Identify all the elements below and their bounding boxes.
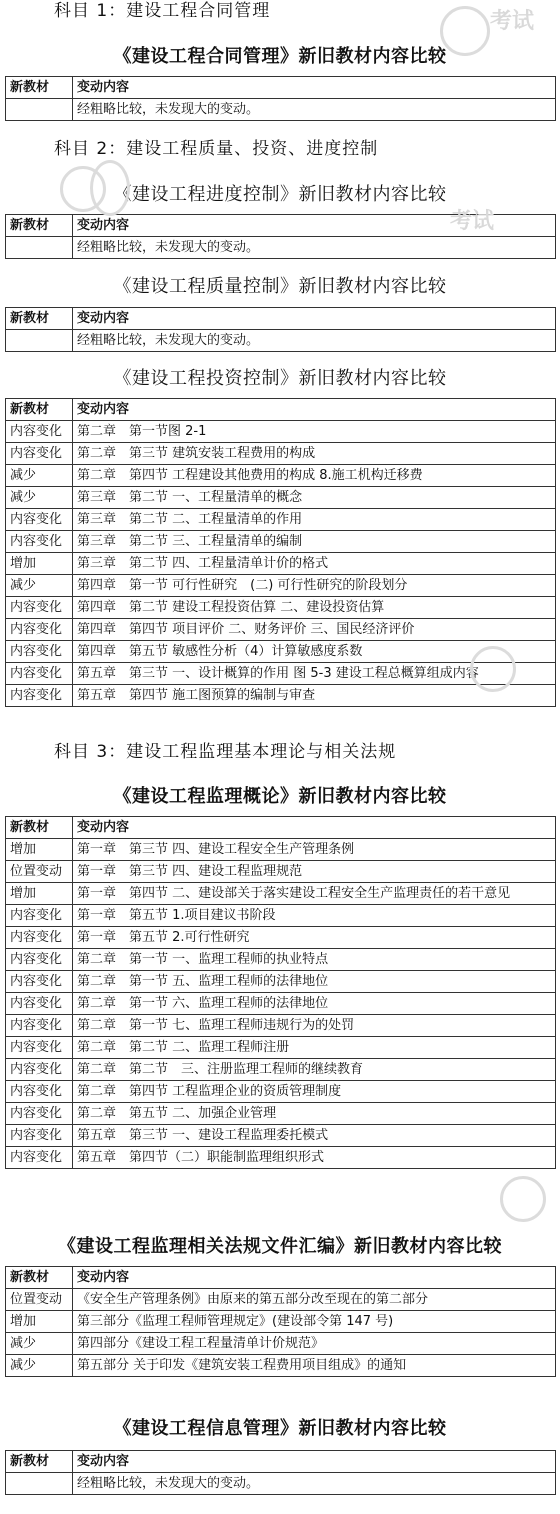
table-cell-type: 内容变化 (6, 1125, 73, 1147)
table-cell-content: 第二章 第四节 工程监理企业的资质管理制度 (73, 1081, 556, 1103)
table-row (6, 330, 556, 352)
table-row (6, 1147, 556, 1169)
table-row (6, 465, 556, 487)
table-row (6, 487, 556, 509)
regulations-table-title: 《建设工程监理相关法规文件汇编》新旧教材内容比较 (58, 1236, 502, 1257)
watermark-logo (500, 1170, 556, 1230)
header-changes: 变动内容 (73, 817, 556, 839)
table-cell-type: 增加 (6, 839, 73, 861)
table-cell-type: 内容变化 (6, 1015, 73, 1037)
contract-comparison-table (5, 76, 556, 121)
table-cell-content: 第二章 第一节 一、监理工程师的执业特点 (73, 949, 556, 971)
header-changes: 变动内容 (73, 215, 556, 237)
supervision-table-title: 《建设工程监理概论》新旧教材内容比较 (113, 786, 447, 807)
table-cell-content: 第二章 第五节 二、加强企业管理 (73, 1103, 556, 1125)
table-row (6, 663, 556, 685)
table-row (6, 421, 556, 443)
table-row (6, 883, 556, 905)
table-cell-content: 第一章 第三节 四、建设工程监理规范 (73, 861, 556, 883)
table-row (6, 839, 556, 861)
table-cell-content: 经粗略比较，未发现大的变动。 (73, 99, 556, 121)
table-cell-type: 减少 (6, 1333, 73, 1355)
table-row (6, 443, 556, 465)
table-cell-type: 内容变化 (6, 971, 73, 993)
header-changes: 变动内容 (73, 77, 556, 99)
table-row (6, 1311, 556, 1333)
table-cell-type (6, 99, 73, 121)
header-new-material: 新教材 (6, 215, 73, 237)
table-row (6, 237, 556, 259)
table-header-row (6, 817, 556, 839)
table-cell-content: 第四章 第一节 可行性研究 (二) 可行性研究的阶段划分 (73, 575, 556, 597)
investment-comparison-table (5, 398, 556, 707)
table-row (6, 531, 556, 553)
schedule-table-title: 《建设工程进度控制》新旧教材内容比较 (113, 184, 447, 205)
table-row (6, 1355, 556, 1377)
table-row (6, 1333, 556, 1355)
table-cell-content: 第二章 第一节 五、监理工程师的法律地位 (73, 971, 556, 993)
table-cell-type (6, 237, 73, 259)
table-cell-content: 第一章 第五节 2.可行性研究 (73, 927, 556, 949)
table-row (6, 1289, 556, 1311)
table-row (6, 1015, 556, 1037)
subject-1-heading: 科目 1：建设工程合同管理 (54, 1, 271, 21)
table-cell-type: 内容变化 (6, 509, 73, 531)
header-changes: 变动内容 (73, 308, 556, 330)
table-cell-type (6, 330, 73, 352)
table-cell-content: 第二章 第一节 七、监理工程师违规行为的处罚 (73, 1015, 556, 1037)
table-cell-type: 内容变化 (6, 1147, 73, 1169)
table-cell-type: 内容变化 (6, 619, 73, 641)
table-cell-type: 内容变化 (6, 421, 73, 443)
table-header-row (6, 399, 556, 421)
table-cell-content: 第四章 第五节 敏感性分析（4）计算敏感度系数 (73, 641, 556, 663)
table-cell-content: 第五章 第三节 一、建设工程监理委托模式 (73, 1125, 556, 1147)
table-cell-content: 第五章 第四节（二）职能制监理组织形式 (73, 1147, 556, 1169)
table-row (6, 575, 556, 597)
table-row (6, 619, 556, 641)
table-cell-type (6, 1473, 73, 1495)
table-row (6, 1059, 556, 1081)
header-changes: 变动内容 (73, 1451, 556, 1473)
regulations-comparison-table (5, 1266, 556, 1377)
table-cell-type: 内容变化 (6, 531, 73, 553)
table-cell-content: 第三章 第二节 四、工程量清单计价的格式 (73, 553, 556, 575)
table-cell-content: 第五章 第三节 一、设计概算的作用 图 5-3 建设工程总概算组成内容 (73, 663, 556, 685)
subject-3-heading: 科目 3：建设工程监理基本理论与相关法规 (54, 742, 397, 762)
watermark-logo: 考试 (450, 209, 495, 234)
table-cell-content: 第二章 第三节 建筑安装工程费用的构成 (73, 443, 556, 465)
schedule-comparison-table (5, 214, 556, 259)
supervision-comparison-table (5, 816, 556, 1169)
table-cell-type: 内容变化 (6, 641, 73, 663)
table-cell-content: 第一章 第四节 二、建设部关于落实建设工程安全生产监理责任的若干意见 (73, 883, 556, 905)
quality-table-title: 《建设工程质量控制》新旧教材内容比较 (113, 276, 447, 297)
subject-2-heading: 科目 2：建设工程质量、投资、进度控制 (54, 139, 379, 159)
table-row (6, 641, 556, 663)
table-cell-content: 第一章 第五节 1.项目建议书阶段 (73, 905, 556, 927)
table-cell-type: 内容变化 (6, 927, 73, 949)
table-cell-type: 内容变化 (6, 663, 73, 685)
table-cell-type: 内容变化 (6, 993, 73, 1015)
table-header-row (6, 1267, 556, 1289)
table-header-row (6, 1451, 556, 1473)
table-cell-type: 内容变化 (6, 1037, 73, 1059)
table-cell-content: 第四部分《建设工程工程量清单计价规范》 (73, 1333, 556, 1355)
table-cell-content: 经粗略比较，未发现大的变动。 (73, 237, 556, 259)
contract-table-title: 《建设工程合同管理》新旧教材内容比较 (113, 46, 447, 67)
table-cell-type: 增加 (6, 553, 73, 575)
table-cell-content: 第三章 第二节 三、工程量清单的编制 (73, 531, 556, 553)
table-header-row (6, 215, 556, 237)
table-cell-content: 第三部分《监理工程师管理规定》(建设部令第 147 号) (73, 1311, 556, 1333)
table-cell-content: 《安全生产管理条例》由原来的第五部分改至现在的第二部分 (73, 1289, 556, 1311)
header-new-material: 新教材 (6, 308, 73, 330)
table-cell-type: 位置变动 (6, 861, 73, 883)
table-cell-content: 第二章 第一节 六、监理工程师的法律地位 (73, 993, 556, 1015)
table-cell-type: 内容变化 (6, 1103, 73, 1125)
header-changes: 变动内容 (73, 399, 556, 421)
table-cell-content: 第三章 第二节 二、工程量清单的作用 (73, 509, 556, 531)
table-row (6, 685, 556, 707)
table-cell-type: 内容变化 (6, 1081, 73, 1103)
table-row (6, 1473, 556, 1495)
table-cell-type: 位置变动 (6, 1289, 73, 1311)
table-cell-type: 增加 (6, 1311, 73, 1333)
header-new-material: 新教材 (6, 399, 73, 421)
table-cell-type: 增加 (6, 883, 73, 905)
investment-table-title: 《建设工程投资控制》新旧教材内容比较 (113, 368, 447, 389)
table-row (6, 597, 556, 619)
table-cell-type: 减少 (6, 487, 73, 509)
table-cell-type: 内容变化 (6, 1059, 73, 1081)
table-cell-content: 第四章 第四节 项目评价 二、财务评价 三、国民经济评价 (73, 619, 556, 641)
table-cell-type: 内容变化 (6, 905, 73, 927)
table-cell-content: 第二章 第二节 三、注册监理工程师的继续教育 (73, 1059, 556, 1081)
table-cell-content: 第三章 第二节 一、工程量清单的概念 (73, 487, 556, 509)
table-cell-type: 内容变化 (6, 597, 73, 619)
table-header-row (6, 77, 556, 99)
table-row (6, 1081, 556, 1103)
table-row (6, 993, 556, 1015)
table-row (6, 861, 556, 883)
table-row (6, 99, 556, 121)
table-cell-type: 内容变化 (6, 685, 73, 707)
table-cell-content: 经粗略比较，未发现大的变动。 (73, 1473, 556, 1495)
table-cell-type: 减少 (6, 465, 73, 487)
watermark-logo: 考试 (440, 0, 550, 60)
table-row (6, 509, 556, 531)
table-row (6, 1037, 556, 1059)
table-header-row (6, 308, 556, 330)
table-row (6, 1103, 556, 1125)
table-cell-content: 第二章 第四节 工程建设其他费用的构成 8.施工机构迁移费 (73, 465, 556, 487)
table-cell-content: 第二章 第二节 二、监理工程师注册 (73, 1037, 556, 1059)
table-cell-content: 经粗略比较，未发现大的变动。 (73, 330, 556, 352)
table-cell-content: 第一章 第三节 四、建设工程安全生产管理条例 (73, 839, 556, 861)
table-cell-type: 内容变化 (6, 949, 73, 971)
header-new-material: 新教材 (6, 817, 73, 839)
table-cell-type: 减少 (6, 575, 73, 597)
table-row (6, 905, 556, 927)
header-new-material: 新教材 (6, 1267, 73, 1289)
table-cell-content: 第五章 第四节 施工图预算的编制与审查 (73, 685, 556, 707)
table-cell-content: 第二章 第一节图 2-1 (73, 421, 556, 443)
information-comparison-table (5, 1450, 556, 1495)
information-table-title: 《建设工程信息管理》新旧教材内容比较 (113, 1418, 447, 1439)
table-row (6, 971, 556, 993)
table-cell-type: 减少 (6, 1355, 73, 1377)
table-cell-content: 第四章 第二节 建设工程投资估算 二、建设投资估算 (73, 597, 556, 619)
table-cell-type: 内容变化 (6, 443, 73, 465)
table-row (6, 1125, 556, 1147)
table-row (6, 553, 556, 575)
header-new-material: 新教材 (6, 1451, 73, 1473)
table-row (6, 927, 556, 949)
table-cell-content: 第五部分 关于印发《建筑安装工程费用项目组成》的通知 (73, 1355, 556, 1377)
header-changes: 变动内容 (73, 1267, 556, 1289)
table-row (6, 949, 556, 971)
header-new-material: 新教材 (6, 77, 73, 99)
quality-comparison-table (5, 307, 556, 352)
